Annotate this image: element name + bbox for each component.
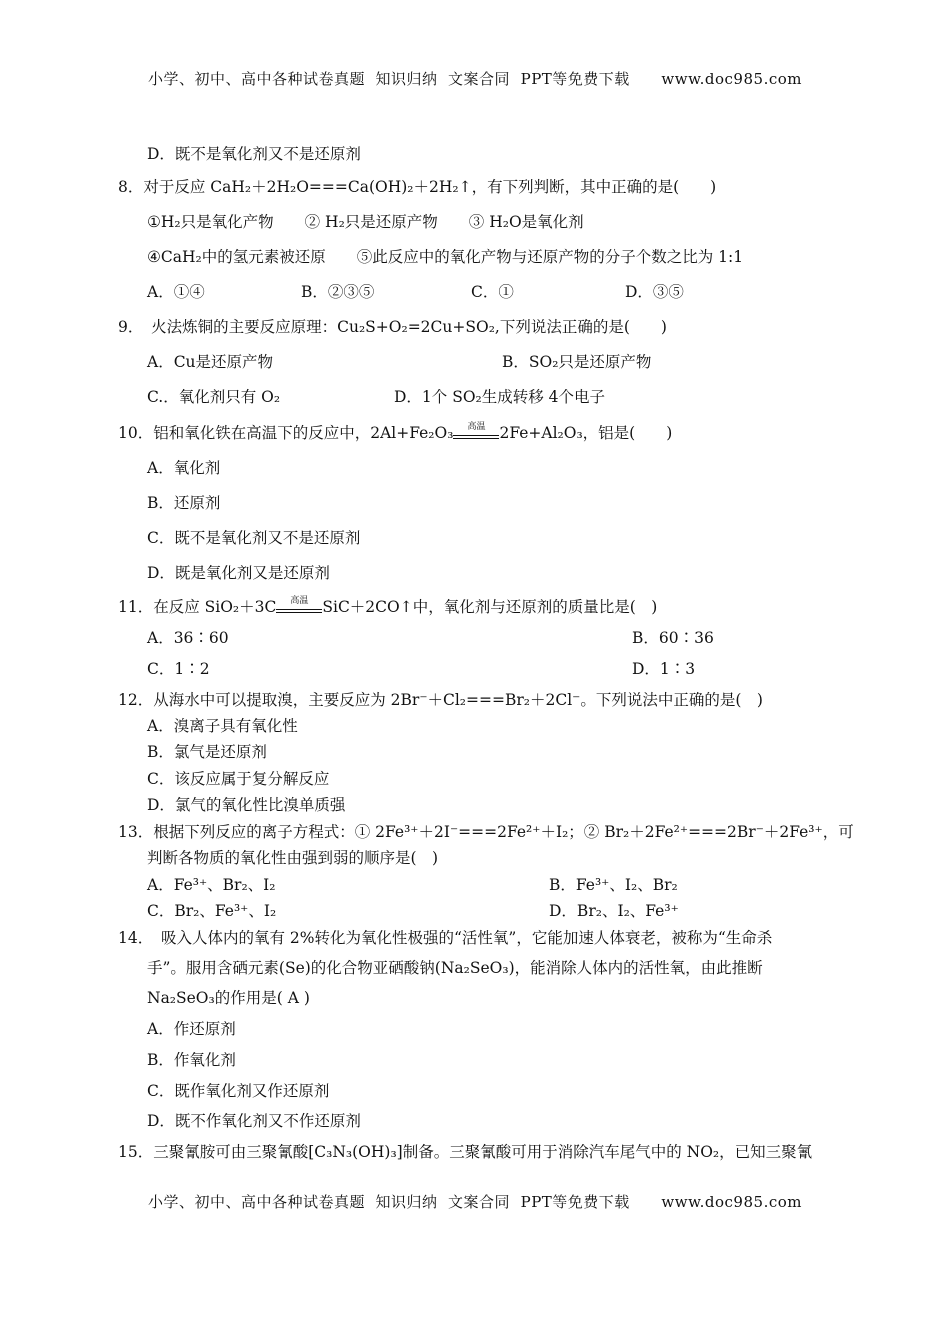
q9-option-c: C.．氧化剂只有 O₂	[147, 388, 281, 406]
q13-stem-line1: 13．根据下列反应的离子方程式：① 2Fe³⁺＋2I⁻===2Fe²⁺＋I₂；② Br₂＋2Fe²⁺===2Br⁻＋2Fe³⁺，可	[118, 823, 854, 841]
q8-statement-2: ④CaH₂中的氢元素被还原 ⑤此反应中的氧化产物与还原产物的分子个数之比为 1:1	[147, 248, 744, 266]
q9-option-d: D．1个 SO₂生成转移 4个电子	[394, 388, 606, 406]
q13-option-a: A．Fe³⁺、Br₂、I₂	[147, 876, 276, 894]
q9-option-b: B．SO₂只是还原产物	[502, 353, 652, 371]
q8-option-d: D．③⑤	[625, 283, 684, 301]
q14-option-b: B．作氧化剂	[147, 1051, 236, 1069]
q14-stem-line2: 手”。服用含硒元素(Se)的化合物亚硒酸钠(Na₂SeO₃)，能消除人体内的活性氧，由此推断	[147, 959, 763, 977]
q11-reaction-condition: 高温	[290, 596, 309, 606]
q11-reaction-arrow	[276, 598, 322, 618]
q13-option-c: C．Br₂、Fe³⁺、I₂	[147, 902, 277, 920]
q13-option-b: B．Fe³⁺、I₂、Br₂	[549, 876, 678, 894]
q9-stem: 9． 火法炼铜的主要反应原理：Cu₂S+O₂=2Cu+SO₂,下列说法正确的是( )	[118, 318, 667, 336]
q10-option-a: A．氧化剂	[147, 459, 221, 477]
q10-option-d: D．既是氧化剂又是还原剂	[147, 564, 330, 582]
q12-stem: 12．从海水中可以提取溴，主要反应为 2Br⁻＋Cl₂===Br₂＋2Cl⁻。下列说法中正确的是( )	[118, 691, 763, 709]
q14-option-c: C．既作氧化剂又作还原剂	[147, 1082, 330, 1100]
q11-option-c: C．1∶2	[147, 660, 210, 678]
q8-option-c: C．①	[471, 283, 514, 301]
page-footer: 小学、初中、高中各种试卷真题 知识归纳 文案合同 PPT等免费下载 www.doc985.com	[147, 1193, 802, 1211]
q14-option-d: D．既不作氧化剂又不作还原剂	[147, 1112, 361, 1130]
q8-option-b: B．②③⑤	[301, 283, 375, 301]
q12-option-d: D．氯气的氧化性比溴单质强	[147, 796, 346, 814]
q13-option-d: D．Br₂、I₂、Fe³⁺	[549, 902, 679, 920]
q10-stem	[118, 423, 672, 444]
q8-option-a: A．①④	[147, 283, 205, 301]
q7-option-d: D．既不是氧化剂又不是还原剂	[147, 145, 361, 163]
q15-stem-line1: 15．三聚氰胺可由三聚氰酸[C₃N₃(OH)₃]制备。三聚氰酸可用于消除汽车尾气中的 NO₂，已知三聚氰	[118, 1143, 813, 1161]
q11-option-a: A．36∶60	[147, 629, 229, 647]
q11-stem-post: SiC＋2CO↑中，氧化剂与还原剂的质量比是( )	[322, 598, 658, 616]
q12-option-c: C．该反应属于复分解反应	[147, 770, 330, 788]
q11-stem-pre: 11．在反应 SiO₂＋3C	[118, 598, 277, 616]
q8-statement-1: ①H₂只是氧化产物 ② H₂只是还原产物 ③ H₂O是氧化剂	[147, 213, 584, 231]
q13-stem-line2: 判断各物质的氧化性由强到弱的顺序是( )	[147, 849, 439, 867]
q10-reaction-arrow	[453, 424, 499, 444]
q10-option-c: C．既不是氧化剂又不是还原剂	[147, 529, 361, 547]
q9-option-a: A．Cu是还原产物	[147, 353, 274, 371]
q10-option-b: B．还原剂	[147, 494, 221, 512]
q10-stem-post: 2Fe+Al₂O₃，铝是( )	[499, 424, 673, 442]
q14-option-a: A．作还原剂	[147, 1020, 236, 1038]
q8-stem: 8．对于反应 CaH₂＋2H₂O===Ca(OH)₂＋2H₂↑，有下列判断，其中正确的是( )	[118, 178, 717, 196]
q10-stem-pre: 10．铝和氧化铁在高温下的反应中，2Al+Fe₂O₃	[118, 424, 454, 442]
q11-option-b: B．60∶36	[632, 629, 714, 647]
q11-option-d: D．1∶3	[632, 660, 696, 678]
q12-option-b: B．氯气是还原剂	[147, 743, 267, 761]
q11-stem	[118, 597, 657, 618]
q12-option-a: A．溴离子具有氧化性	[147, 717, 298, 735]
q14-stem-line1: 14． 吸入人体内的氧有 2%转化为氧化性极强的“活性氧”，它能加速人体衰老，被称为“生命杀	[118, 929, 773, 947]
page-header: 小学、初中、高中各种试卷真题 知识归纳 文案合同 PPT等免费下载 www.doc985.com	[147, 70, 802, 88]
q14-stem-line3: Na₂SeO₃的作用是( A )	[147, 989, 310, 1007]
q10-reaction-condition: 高温	[467, 422, 486, 432]
